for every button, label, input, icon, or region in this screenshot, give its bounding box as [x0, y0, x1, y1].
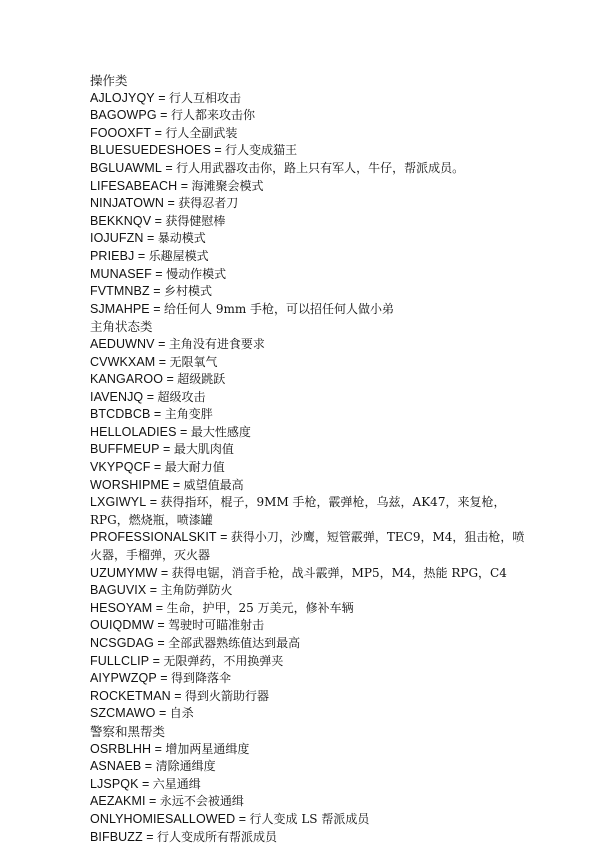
separator: = — [134, 248, 149, 263]
cheat-code: FULLCLIP — [90, 653, 150, 668]
separator: = — [164, 196, 179, 211]
separator: = — [151, 741, 166, 756]
cheat-description: 主角变胖 — [164, 407, 213, 422]
cheat-description: 行人变成猫王 — [225, 143, 298, 158]
cheat-description: 获得健慰棒 — [165, 213, 226, 228]
separator: = — [151, 213, 166, 228]
cheat-code: LJSPQK — [90, 776, 139, 791]
cheat-row — [90, 829, 530, 847]
separator: = — [216, 530, 231, 545]
cheat-code: HELLOLADIES — [90, 424, 177, 439]
cheat-description: 行人用武器攻击你，路上只有军人，牛仔，帮派成员。 — [176, 160, 465, 175]
cheat-description: 驾驶时可瞄准射击 — [168, 618, 265, 633]
cheat-code: BAGUVIX — [90, 583, 147, 598]
separator: = — [153, 636, 169, 650]
cheat-row — [90, 230, 530, 248]
cheat-row — [90, 635, 530, 653]
cheat-row — [90, 248, 530, 266]
cheat-description: 超级跳跃 — [177, 372, 226, 387]
cheat-row — [90, 354, 530, 372]
cheat-code: IOJUFZN — [90, 231, 144, 246]
cheat-description: 行人都来攻击你 — [170, 108, 255, 123]
cheat-code: BIFBUZZ — [90, 829, 143, 844]
cheat-row — [90, 653, 530, 671]
cheat-code: VKYPQCF — [90, 460, 151, 475]
section-heading: 警察和黑帮类 — [90, 723, 166, 739]
cheat-row — [90, 142, 530, 160]
cheat-row — [90, 125, 530, 143]
cheat-description: 海滩聚会模式 — [191, 178, 264, 193]
cheat-code: FOOOXFT — [90, 125, 152, 140]
cheat-list — [90, 72, 530, 846]
separator: = — [154, 336, 169, 351]
separator: = — [161, 160, 177, 175]
cheat-code: LIFESABEACH — [90, 178, 178, 193]
cheat-row — [90, 688, 530, 706]
cheat-description: 自杀 — [169, 706, 194, 721]
cheat-row — [90, 811, 530, 829]
cheat-description: 主角防弹防火 — [160, 583, 233, 598]
separator: = — [142, 829, 158, 844]
separator: = — [149, 653, 164, 668]
cheat-row — [90, 705, 530, 723]
separator: = — [141, 759, 156, 774]
cheat-code: AJLOJYQY — [90, 90, 155, 105]
cheat-code: FVTMNBZ — [90, 284, 150, 299]
cheat-description: 六星通缉 — [152, 776, 201, 791]
separator: = — [210, 143, 226, 158]
cheat-description: 得到降落伞 — [171, 671, 232, 686]
separator: = — [154, 90, 169, 105]
cheat-code: SJMAHPE — [90, 301, 150, 316]
separator: = — [149, 284, 164, 299]
separator: = — [150, 407, 165, 422]
cheat-code: AEZAKMI — [90, 794, 146, 809]
separator: = — [150, 460, 165, 475]
cheat-code: SZCMAWO — [90, 706, 156, 721]
separator: = — [143, 231, 158, 246]
cheat-code: NINJATOWN — [90, 196, 165, 211]
cheat-code: IAVENJQ — [90, 389, 144, 404]
cheat-row — [90, 600, 530, 618]
cheat-code: BGLUAWML — [90, 160, 162, 175]
cheat-row — [90, 178, 530, 196]
cheat-row — [90, 776, 530, 794]
separator: = — [155, 706, 170, 721]
cheat-row — [90, 301, 530, 319]
cheat-description: 永远不会被通缉 — [159, 794, 244, 809]
cheat-description: 威望值最高 — [183, 477, 244, 492]
separator: = — [156, 108, 171, 123]
separator: = — [151, 266, 167, 281]
cheat-description: 主角没有进食要求 — [168, 336, 265, 351]
cheat-code: OUIQDMW — [90, 618, 154, 633]
separator: = — [151, 125, 166, 140]
cheat-description: 得到火箭助行器 — [185, 688, 270, 703]
cheat-description: 清除通缉度 — [155, 759, 216, 774]
cheat-description: 获得小刀，沙鹰，短管霰弹，TEC9，M4，狙击枪，喷火器，手榴弹，灭火器 — [90, 530, 525, 563]
cheat-code: PROFESSIONALSKIT — [90, 530, 217, 545]
cheat-row — [90, 459, 530, 477]
cheat-row — [90, 406, 530, 424]
cheat-code: AIYPWZQP — [90, 671, 157, 686]
cheat-code: ONLYHOMIESALLOWED — [90, 811, 236, 826]
cheat-code: WORSHIPME — [90, 477, 170, 492]
separator: = — [156, 671, 172, 686]
separator: = — [235, 811, 250, 826]
cheat-row — [90, 283, 530, 301]
cheat-code: ASNAEB — [90, 759, 142, 774]
cheat-row — [90, 617, 530, 635]
cheat-code: BUFFMEUP — [90, 442, 160, 457]
separator: = — [149, 301, 164, 316]
separator: = — [143, 389, 158, 404]
cheat-row — [90, 441, 530, 459]
cheat-row — [90, 565, 530, 583]
cheat-description: 最大性感度 — [190, 424, 251, 439]
cheat-code: CVWKXAM — [90, 354, 156, 369]
separator: = — [146, 583, 161, 598]
cheat-row — [90, 213, 530, 231]
cheat-description: 最大耐力值 — [164, 460, 225, 475]
separator: = — [157, 565, 172, 580]
cheat-row — [90, 266, 530, 284]
separator: = — [163, 372, 178, 387]
cheat-description: 给任何人 9mm 手枪，可以招任何人做小弟 — [164, 301, 395, 316]
separator: = — [152, 600, 167, 615]
cheat-description: 超级攻击 — [157, 389, 206, 404]
cheat-row — [90, 107, 530, 125]
cheat-code: UZUMYMW — [90, 565, 158, 580]
cheat-code: PRIEBJ — [90, 248, 135, 263]
cheat-code: BLUESUEDESHOES — [90, 143, 211, 158]
cheat-description: 获得忍者刀 — [178, 196, 239, 211]
cheat-row — [90, 389, 530, 407]
cheat-description: 行人变成所有帮派成员 — [157, 829, 278, 844]
cheat-description: 行人变成 LS 帮派成员 — [249, 811, 370, 826]
cheat-row — [90, 195, 530, 213]
separator: = — [146, 495, 161, 510]
separator: = — [169, 477, 184, 492]
separator: = — [145, 794, 160, 809]
cheat-code: KANGAROO — [90, 372, 164, 387]
cheat-code: MUNASEF — [90, 266, 152, 281]
cheat-code: OSRBLHH — [90, 741, 152, 756]
cheat-description: 最大肌肉值 — [173, 442, 234, 457]
cheat-row — [90, 90, 530, 108]
cheat-row — [90, 494, 530, 529]
cheat-row — [90, 582, 530, 600]
cheat-row — [90, 529, 530, 564]
separator: = — [177, 178, 192, 193]
cheat-description: 乡村模式 — [163, 284, 212, 299]
cheat-row — [90, 477, 530, 495]
cheat-description: 乐趣屋模式 — [148, 248, 209, 263]
cheat-description: 获得指环，棍子，9MM 手枪，霰弹枪，乌兹，AK47，来复枪，RPG，燃烧瓶，喷漆罐 — [90, 495, 506, 527]
separator: = — [159, 442, 174, 457]
cheat-code: NCSGDAG — [90, 636, 154, 650]
separator: = — [155, 354, 170, 369]
cheat-row — [90, 160, 530, 178]
separator: = — [170, 688, 186, 703]
cheat-row — [90, 758, 530, 776]
cheat-row — [90, 793, 530, 811]
section-heading: 主角状态类 — [90, 319, 153, 335]
section-heading: 操作类 — [90, 73, 128, 88]
cheat-description: 增加两星通缉度 — [165, 741, 250, 756]
cheat-row — [90, 371, 530, 389]
cheat-description: 慢动作模式 — [166, 266, 227, 281]
separator: = — [153, 618, 169, 633]
cheat-code: BAGOWPG — [90, 108, 157, 123]
separator: = — [138, 776, 153, 791]
cheat-row — [90, 336, 530, 354]
cheat-description: 获得电锯，消音手枪，战斗霰弹，MP5，M4，热能 RPG，C4 — [171, 565, 507, 580]
cheat-description: 行人全副武装 — [165, 125, 238, 140]
cheat-row — [90, 670, 530, 688]
cheat-code: BTCDBCB — [90, 407, 151, 422]
cheat-description: 无限氧气 — [169, 354, 218, 369]
cheat-row — [90, 741, 530, 759]
cheat-code: AEDUWNV — [90, 336, 155, 351]
cheat-description: 全部武器熟练值达到最高 — [168, 636, 301, 650]
cheat-code: LXGIWYL — [90, 495, 147, 510]
cheat-code: BEKKNQV — [90, 213, 152, 228]
cheat-row — [90, 424, 530, 442]
cheat-description: 暴动模式 — [157, 231, 206, 246]
cheat-description: 行人互相攻击 — [168, 90, 241, 105]
cheat-code: ROCKETMAN — [90, 688, 171, 703]
cheat-code: HESOYAM — [90, 600, 153, 615]
cheat-description: 生命，护甲，25 万美元，修补车辆 — [166, 600, 354, 615]
separator: = — [176, 424, 191, 439]
cheat-description: 无限弹药，不用换弹夹 — [163, 653, 284, 668]
